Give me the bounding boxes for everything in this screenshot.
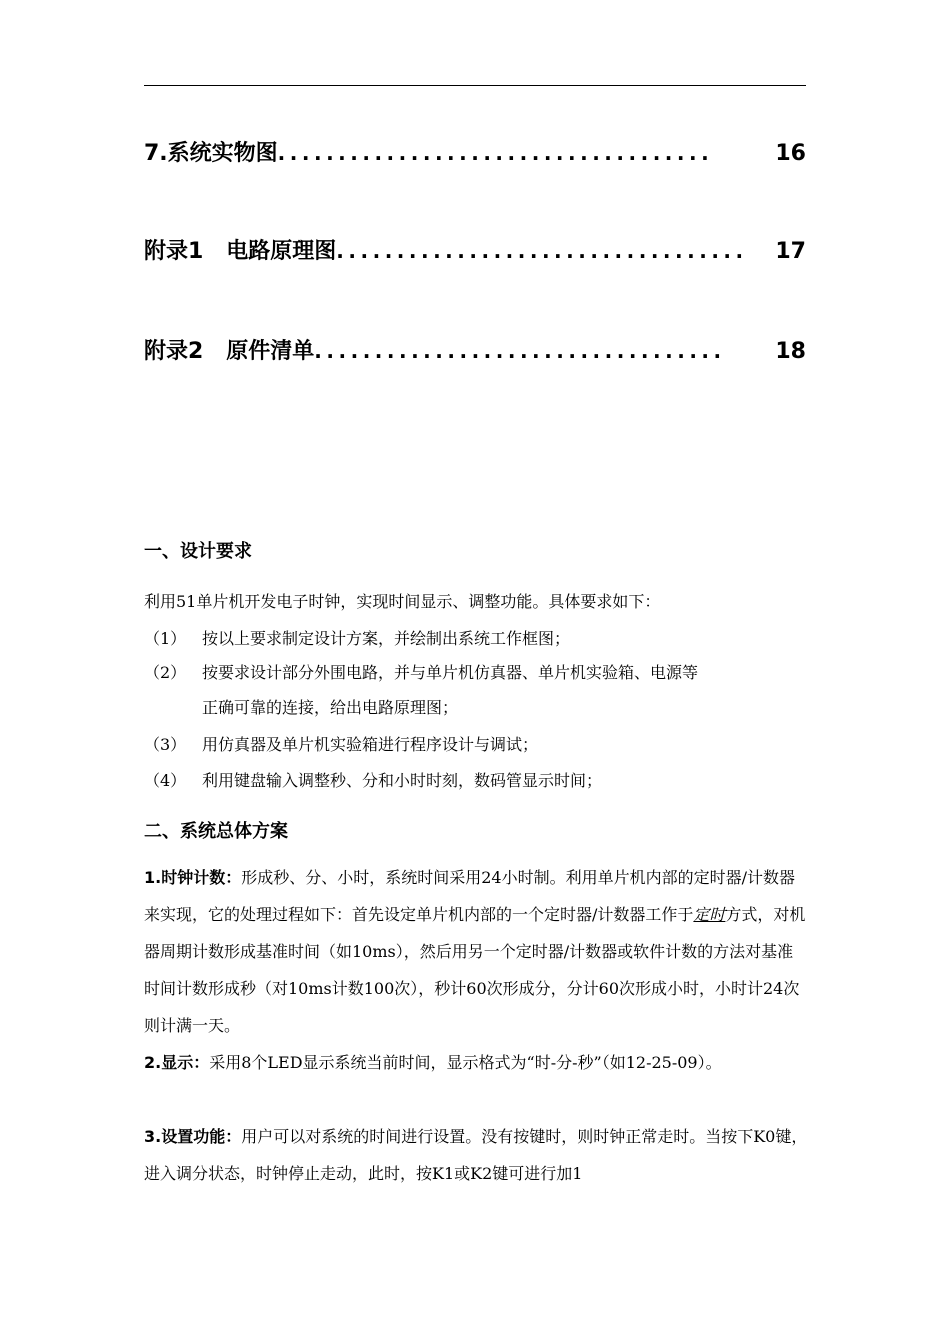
requirement-item: [144, 654, 698, 691]
toc-label: 7.系统实物图: [144, 141, 278, 166]
toc-item-7[interactable]: [144, 136, 806, 172]
requirement-item: [144, 620, 570, 657]
toc-leader: ..................................: [314, 339, 726, 363]
emphasized-term: 定时: [693, 905, 726, 924]
paragraph-label: 1.时钟计数：: [144, 868, 242, 887]
paragraph-text: 形成秒、分、小时，系统时间采用24小时制。利用单片机内部的定时器/计数器来实现，它的处理过程如下：首先设定单片机内部的一个定时器/计数器工作于: [144, 868, 795, 924]
toc-leader: ..................................: [336, 239, 748, 263]
paragraph-display: [144, 1044, 808, 1081]
toc-page-number: 17: [775, 239, 806, 264]
toc-label: 附录2 原件清单: [144, 339, 315, 364]
requirement-text: 用仿真器及单片机实验箱进行程序设计与调试；: [202, 735, 539, 754]
paragraph-text: 用户可以对系统的时间进行设置。没有按键时，则时钟正常走时。当按下K0键，进入调分状态，时钟停止走动，此时，按K1或K2键可进行加1: [144, 1127, 808, 1183]
requirement-text: 按要求设计部分外围电路，并与单片机仿真器、单片机实验箱、电源等: [202, 663, 699, 682]
section-heading-system-scheme: 二、系统总体方案: [144, 821, 288, 842]
requirement-item: [144, 762, 602, 799]
paragraph-label: 3.设置功能：: [144, 1127, 242, 1146]
header-rule: [144, 85, 806, 86]
section-heading-design-requirements: 一、设计要求: [144, 541, 252, 562]
toc-page-number: 16: [775, 141, 806, 166]
paragraph-text: 采用8个LED显示系统当前时间，显示格式为“时-分-秒”（如12-25-09）。: [209, 1053, 722, 1072]
requirement-text: 利用键盘输入调整秒、分和小时时刻，数码管显示时间；: [202, 771, 603, 790]
paragraph-label: 2.显示：: [144, 1053, 210, 1072]
toc-item-appendix-1[interactable]: [144, 234, 806, 270]
requirement-number: （4）: [144, 771, 187, 790]
requirement-text: 按以上要求制定设计方案，并绘制出系统工作框图；: [202, 629, 571, 648]
paragraph-settings: [144, 1118, 808, 1192]
requirement-item: [144, 726, 538, 763]
paragraph-text: 方式，对机器周期计数形成基准时间（如10ms），然后用另一个定时器/计数器或软件计数的方法对基准时间计数形成秒（对10ms计数100次），秒计60次形成分，分计60次形成小时，小时计24次则计满一天。: [144, 905, 806, 1035]
requirement-number: （3）: [144, 735, 187, 754]
toc-item-appendix-2[interactable]: [144, 334, 806, 370]
requirement-continuation: 正确可靠的连接，给出电路原理图；: [202, 698, 459, 717]
requirement-number: （2）: [144, 663, 187, 682]
intro-paragraph: 利用51单片机开发电子时钟，实现时间显示、调整功能。具体要求如下：: [144, 592, 661, 611]
toc-label: 附录1 电路原理图: [144, 239, 337, 264]
requirement-number: （1）: [144, 629, 187, 648]
paragraph-clock-counting: [144, 859, 808, 1044]
toc-leader: ....................................: [277, 141, 714, 165]
toc-page-number: 18: [775, 339, 806, 364]
